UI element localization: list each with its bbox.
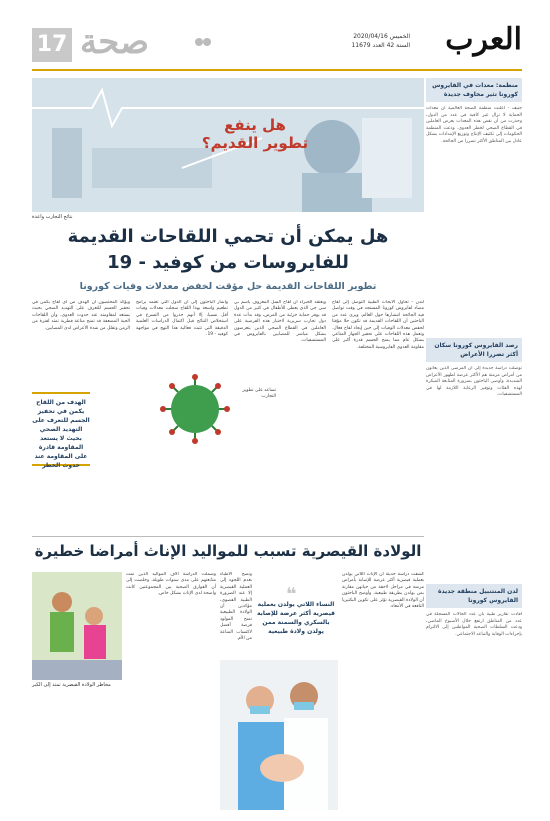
article-headline [32,224,424,276]
masthead [0,0,550,72]
virus-illustration [155,372,235,446]
article2-headline: الولادة القيصرية تسبب للمواليد الإناث أمراضا خطيرة [34,542,422,560]
hero-overlay-line1: هل ينفع [224,116,286,134]
sidebar-headline: رصد الفايروس كورونا سكان أكثر تضررا الأعراض [426,338,522,362]
pull-quote: النساء اللاتي يولدن بعملية قيصرية أكثر عرضة للإصابة بالسكري والسمنة ممن يولدن ولادة طبيعية [257,601,335,635]
section-title: صحة [80,22,150,62]
article2-column: ونصح الأطباء بعدم اللجوء إلى العملية القيصرية إلا عند الضرورة الطبية القصوى، مؤكدين أن الولادة الطبيعية تمنح المولود فرصة أفضل لاكتساب المناعة من الأم. [220,572,252,642]
article-column: ويعتقد الخبراء أن لقاح السل المعروف باسم بي سي جي الذي يعطى للأطفال في كثير من الدول قد يوفر حماية جزئية من المرض، وقد بدأت عدة دول تجارب سريرية لاختبار هذه الفرضية على العاملين في القطاع الصحي الذين يتعرضون بشكل مباشر للمصابين بالفايروس في المستشفيات. [234,300,326,344]
sidebar-text: أفادت تقارير طبية بأن عدد الحالات المسجلة في عدد من المناطق ارتفع خلال الأسبوع الماضي، ودعت السلطات الصحية المواطنين إلى الالتزام بإجراءات الوقاية والتباعد الاجتماعي. [426,612,522,637]
issue-date [340,32,410,50]
hero-caption: نتائج التجارب واعدة [32,214,73,220]
issue-line: السنة 42 العدد 11679 [351,42,410,49]
article-column: لندن - تحاول الأبحاث الطبية التوصل إلى لقاح مضاد لفايروس كورونا المستجد في وقت تواصل فيه الجائحة انتشارها حول العالم، ويرى عدد من الباحثين أن اللقاحات القديمة قد تكون حلا مؤقتا لخفض معدلات الوفيات إلى حين إيجاد لقاح فعال. وتعمل هذه اللقاحات على تحفيز الجهاز المناعي بشكل عام مما يمنح الجسم قدرة أكبر على مقاومة العدوى الفايروسية المختلفة. [332,300,424,350]
page-number: 17 [32,28,72,62]
masthead-rule [32,69,522,71]
divider [32,536,424,537]
children-photo [32,572,122,680]
sidebar-headline: لدن المنتنبيل منطقة جديدة الفايروس كورونا [426,584,522,608]
hero-image [32,78,424,212]
hero-overlay-line2: تطوير القديم؟ [201,134,309,152]
quote-icon [195,36,211,48]
sidebar-text: جنيف - أعلنت منظمة الصحة العالمية أن معدات الحماية لا تزال غير كافية في عدد من الدول، وحذرت من أن نقص هذه المعدات يعرض العاملين في القطاع الصحي لخطر العدوى. ودعت المنظمة الحكومات إلى تكثيف الإنتاج وتوزيع الإمدادات بشكل عادل بين المناطق الأكثر تضررا من الجائحة. [426,106,522,144]
article-subhead: تطوير اللقاحات القديمة حل مؤقت لخفض معدلات وفيات كورونا [79,281,377,292]
headline-line1: هل يمكن أن تحمي اللقاحات القديمة [67,226,389,247]
newborn-photo [220,660,338,810]
virus-caption: تساعد على تطوير التجارب [242,388,276,399]
article2-column: وشملت الدراسة آلاف المواليد الذين تمت متابعتهم على مدى سنوات طويلة، وخلصت إلى أن الفوارق الصحية بين المجموعتين كانت واضحة لدى الإناث بشكل خاص. [126,572,216,597]
hero-overlay [200,116,310,152]
sidebar-text: توصلت دراسة جديدة إلى أن المرضى الذين يعانون من أمراض مزمنة هم الأكثر عرضة لظهور الأعراض الشديدة، وأوصى الباحثون بضرورة المتابعة المبكرة لهذه الفئات وتوفير الرعاية اللازمة لها في المستشفيات. [426,366,522,398]
pull-quote: الهدف من اللقاح يكمن في تحفيز الجسم للتعرف على التهديد الصحي بحيث لا يستعد المقاومة قادرة على المقاومة عند حدوث الخطر [32,392,90,466]
date-line: الخميس 2020/04/16 [353,33,410,40]
newspaper-logo: العرب [445,22,522,57]
sidebar-headline: منظمة: معدات في الفايروس كورونا تثير مخاوف جديدة [426,78,522,102]
headline-line2: للفايروسات من كوفيد - 19 [107,252,349,273]
quote-icon: ❝ [286,584,297,605]
article-column: ويؤكد المختصون أن الهدف من أي لقاح يكمن في تحفيز الجسم للتعرف على التهديد الصحي بحيث يستعد لمقاومته عند حدوث العدوى، وأن اللقاحات الحية المضعفة قد تمنح مناعة فطرية تمتد لفترة من الزمن وتقلل من شدة الأعراض لدى المصابين. [32,300,130,331]
article-column: وأشار الباحثون إلى أن الدول التي تعتمد برامج تطعيم واسعة بهذا اللقاح سجلت معدلات وفيات أقل نسبيا، إلا أنهم حذروا من التسرع في استخلاص النتائج قبل اكتمال الدراسات العلمية الدقيقة التي تثبت فعالية هذا النهج في مواجهة كوفيد - 19. [136,300,228,338]
sidebar [426,78,522,813]
article2-column: كشفت دراسة حديثة أن الإناث اللاتي يولدن بعملية قيصرية أكثر عرضة للإصابة بأمراض مزمنة في مراحل لاحقة من حياتهن مقارنة بمن يولدن بطريقة طبيعية، وأوضح الباحثون أن الولادة القيصرية تؤثر على تكوين البكتيريا النافعة في الأمعاء. [342,572,424,610]
children-photo-caption: مخاطر الولادة القيصرية تمتد إلى الكبر [32,682,111,688]
